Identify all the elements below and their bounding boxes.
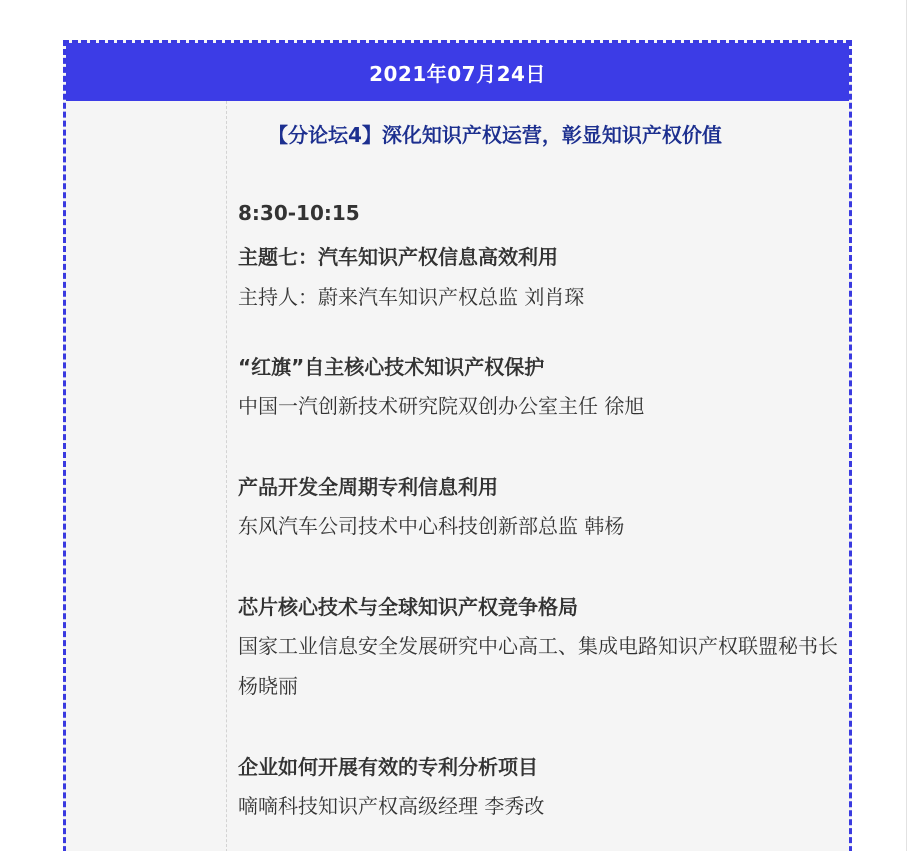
talk-title: 芯片核心技术与全球知识产权竞争格局 [238, 595, 578, 619]
session-host: 主持人：蔚来汽车知识产权总监 刘肖琛 [238, 285, 585, 309]
talk-item [238, 593, 848, 706]
schedule-content [238, 101, 841, 851]
talk-speaker: 嘀嘀科技知识产权高级经理 李秀改 [238, 794, 545, 818]
talk-item [238, 753, 848, 826]
talk-item [238, 353, 848, 426]
talk-speaker: 东风汽车公司技术中心科技创新部总监 韩杨 [238, 514, 625, 538]
forum-title: 【分论坛4】深化知识产权运营，彰显知识产权价值 [268, 123, 722, 147]
talk-title: 企业如何开展有效的专利分析项目 [238, 755, 538, 779]
talk-title: “红旗”自主核心技术知识产权保护 [238, 355, 545, 379]
date-header: 2021年07月24日 [66, 43, 849, 101]
session-time: 8:30-10:15 [238, 201, 360, 225]
talk-title: 产品开发全周期专利信息利用 [238, 475, 498, 499]
right-edge-divider [906, 0, 907, 851]
talk-item [238, 473, 848, 546]
talk-speaker: 中国一汽创新技术研究院双创办公室主任 徐旭 [238, 394, 645, 418]
session-topic: 主题七：汽车知识产权信息高效利用 [238, 245, 558, 269]
schedule-card [63, 40, 852, 851]
talk-speaker: 国家工业信息安全发展研究中心高工、集成电路知识产权联盟秘书长 杨晓丽 [238, 634, 838, 698]
left-column [66, 101, 227, 851]
